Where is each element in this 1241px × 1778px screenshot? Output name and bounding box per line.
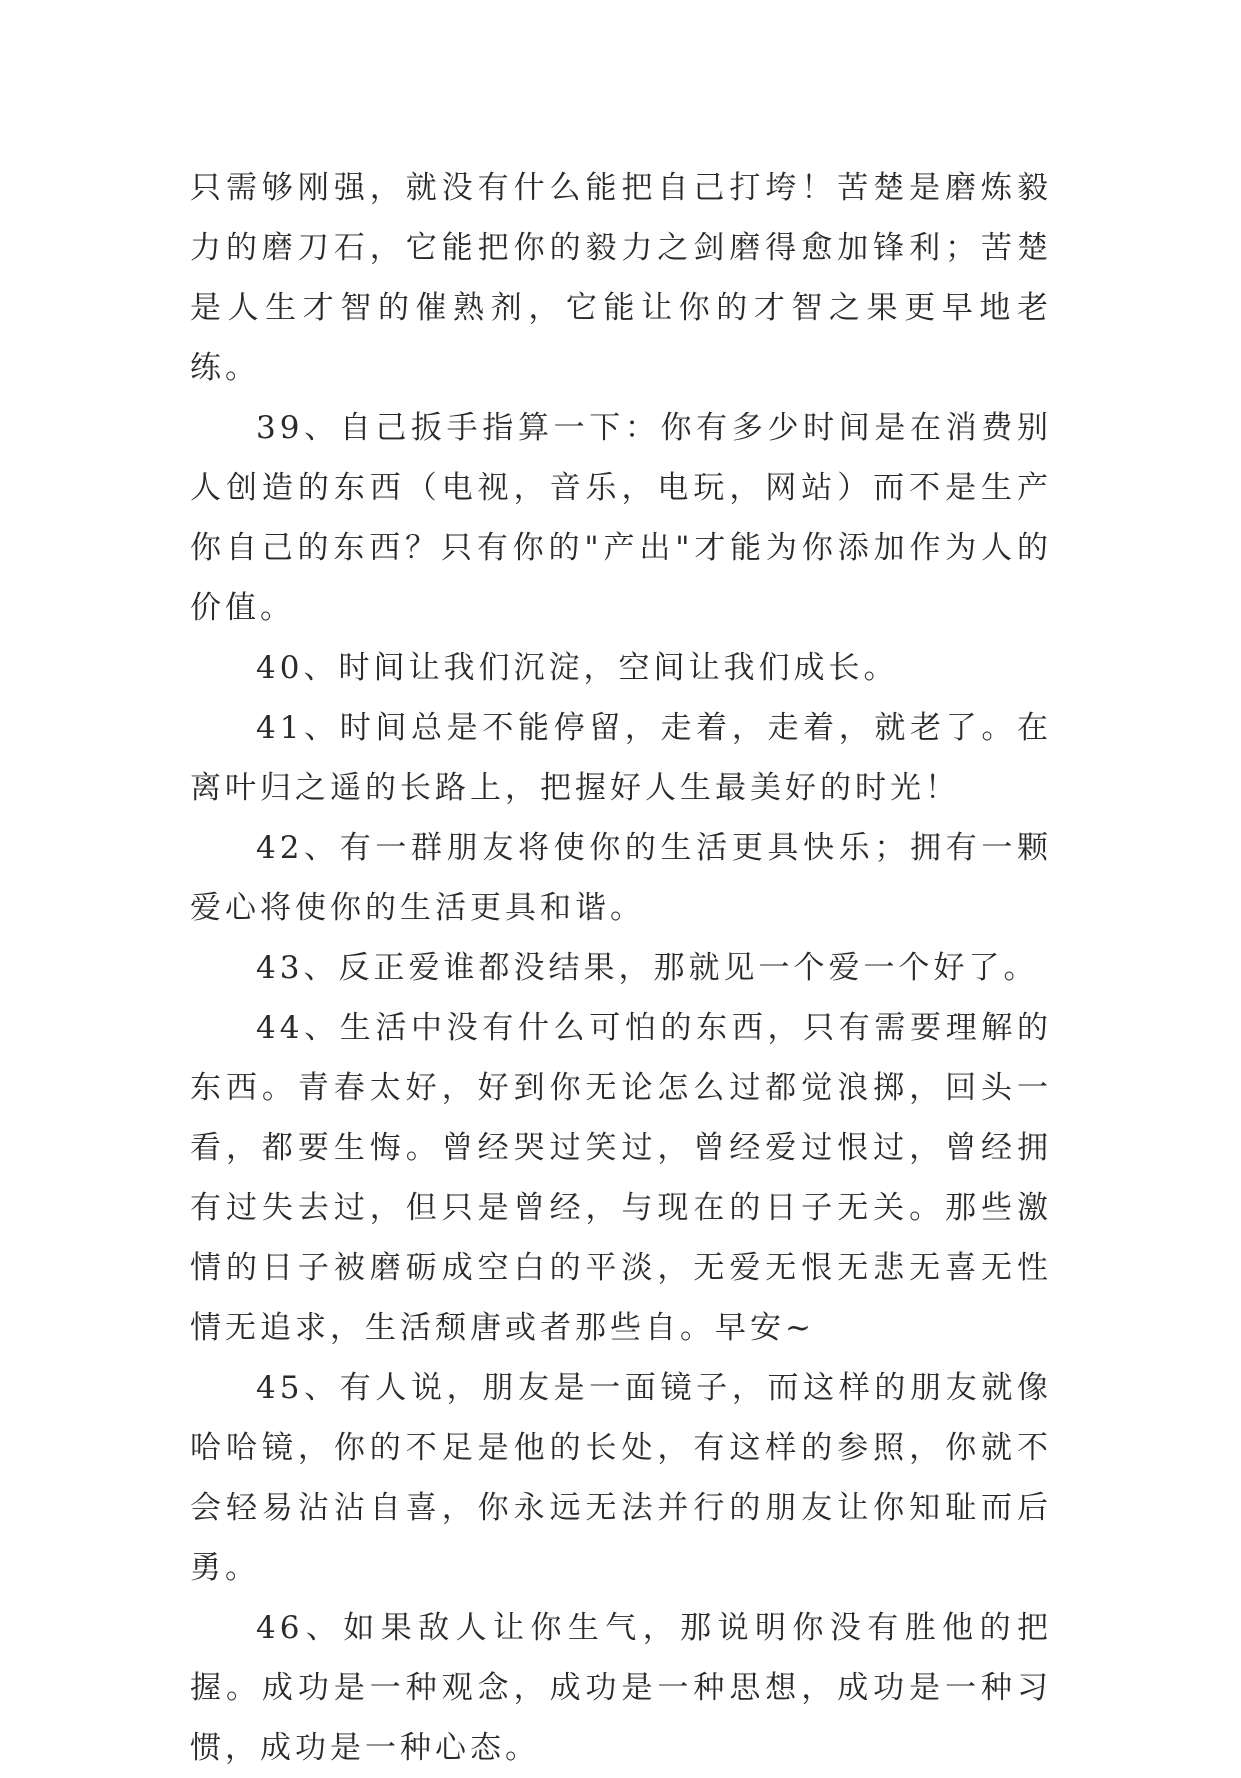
- paragraph-46: 46、如果敌人让你生气，那说明你没有胜他的把握。成功是一种观念，成功是一种思想，成功是一种习惯，成功是一种心态。: [190, 1610, 1052, 1766]
- paragraph-41: 41、时间总是不能停留，走着，走着，就老了。在离叶归之遥的长路上，把握好人生最美好的时光！: [190, 710, 1052, 806]
- paragraph-39: 39、自己扳手指算一下：你有多少时间是在消费别人创造的东西（电视，音乐，电玩，网站）而不是生产你自己的东西？只有你的"产出"才能为你添加作为人的价值。: [190, 410, 1052, 626]
- paragraph-43: 43、反正爱谁都没结果，那就见一个爱一个好了。: [256, 950, 1039, 986]
- document-body: [190, 158, 1052, 1778]
- paragraph-45: 45、有人说，朋友是一面镜子，而这样的朋友就像哈哈镜，你的不足是他的长处，有这样的参照，你就不会轻易沾沾自喜，你永远无法并行的朋友让你知耻而后勇。: [190, 1370, 1052, 1586]
- paragraph-continuation: 只需够刚强，就没有什么能把自己打垮！苦楚是磨炼毅力的磨刀石，它能把你的毅力之剑磨得愈加锋利；苦楚是人生才智的催熟剂，它能让你的才智之果更早地老练。: [190, 170, 1052, 386]
- paragraph-42: 42、有一群朋友将使你的生活更具快乐；拥有一颗爱心将使你的生活更具和谐。: [190, 830, 1052, 926]
- paragraph-40: 40、时间让我们沉淀，空间让我们成长。: [256, 650, 899, 686]
- paragraph-44: 44、生活中没有什么可怕的东西，只有需要理解的东西。青春太好，好到你无论怎么过都觉浪掷，回头一看，都要生悔。曾经哭过笑过，曾经爱过恨过，曾经拥有过失去过，但只是曾经，与现在的日子无关。那些激情的日子被磨砺成空白的平淡，无爱无恨无悲无喜无性情无追求，生活颓唐或者那些自。早安~: [190, 1010, 1052, 1346]
